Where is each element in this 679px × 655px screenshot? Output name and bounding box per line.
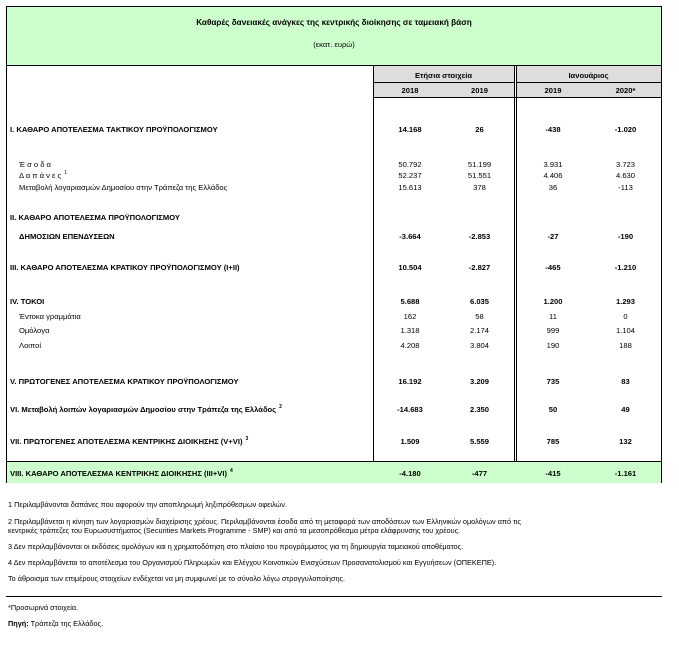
row-label-text: Λοιποί (19, 341, 42, 350)
col-divider-groups-a (514, 66, 515, 483)
row-value: 1.293 (615, 297, 635, 306)
row-value: 3.723 (615, 160, 635, 169)
footnote-marker: 3 (245, 436, 249, 443)
row-value: 0 (623, 312, 628, 321)
row-value: -190 (617, 232, 634, 241)
row-value: 51.551 (467, 171, 492, 180)
title-box (7, 7, 661, 66)
row-value: 49 (621, 405, 630, 414)
row-value: -465 (545, 263, 561, 272)
row-label-text: Έ σ ο δ α (19, 160, 51, 169)
row-value: -1.020 (614, 125, 637, 134)
row-label (19, 183, 227, 192)
row-label (10, 469, 233, 478)
row-label (19, 312, 81, 321)
row-label (10, 377, 239, 386)
row-value: 36 (548, 183, 558, 192)
row-label (10, 297, 44, 306)
row-value: -4.180 (399, 469, 421, 478)
row-label-text: IV. ΤΟΚΟΙ (10, 297, 45, 306)
table-title: Καθαρές δανειακές ανάγκες της κεντρικής διοίκησης σε ταμειακή βάση (196, 18, 472, 27)
table-frame (6, 6, 662, 483)
row-value: 785 (546, 437, 560, 446)
row-value: 16.192 (398, 377, 422, 386)
row-value: -113 (618, 183, 633, 192)
row-label (10, 213, 180, 222)
row-value: 2.350 (469, 405, 489, 414)
row-value: 735 (546, 377, 560, 386)
row-value: 132 (619, 437, 632, 446)
row-value: 1.318 (400, 326, 420, 335)
row-value: -2.853 (468, 232, 491, 241)
footnote-4: 4 Δεν περιλαμβάνεται το αποτέλεσμα του Οργανισμού Πληρωμών και Ελέγχου Κοινοτικών Ενισχύσεων Προσανατολισμού και Εγγυήσεων (ΟΠΕΚΕΠΕ). (8, 558, 497, 567)
row-value: 4.208 (400, 341, 420, 350)
row-value: 50 (548, 405, 558, 414)
row-value: 58 (475, 312, 484, 321)
row-label-text: ΔΗΜΟΣΙΩΝ ΕΠΕΝΔΥΣΕΩΝ (19, 232, 115, 241)
row-value: 190 (546, 341, 560, 350)
row-value: 1.509 (400, 437, 420, 446)
provisional-note: *Προσωρινά στοιχεία. (8, 603, 79, 612)
january-header-divider (516, 82, 661, 83)
rounding-note: Το άθροισμα των επιμέρους στοιχείων ενδέχεται να μη συμφωνεί με το σύνολο λόγω στρογγυλοποίησης. (8, 574, 346, 583)
header-year-jan-2019: 2019 (544, 86, 562, 95)
row-value: 1.200 (543, 297, 563, 306)
source-note (8, 619, 103, 628)
header-bottom-line (373, 97, 661, 98)
row-value: 162 (403, 312, 417, 321)
row-label (19, 160, 51, 169)
highlight-row-top-line (7, 461, 661, 462)
header-january: Ιανουάριος (568, 71, 609, 80)
row-value: 999 (546, 326, 560, 335)
row-label-text: Ομόλογα (19, 326, 50, 335)
row-value: 4.630 (615, 171, 635, 180)
row-value: 2.174 (469, 326, 489, 335)
row-value: -3.664 (399, 232, 421, 241)
row-value: -415 (545, 469, 561, 478)
row-label (10, 437, 248, 446)
row-value: 14.168 (398, 125, 422, 134)
row-label-text: VIII. ΚΑΘΑΡΟ ΑΠΟΤΕΛΕΣΜΑ ΚΕΝΤΡΙΚΗΣ ΔΙΟΙΚΗΣΗΣ (III+VI) (10, 469, 228, 478)
header-year-2018: 2018 (401, 86, 419, 95)
footnote-marker: 4 (230, 468, 233, 475)
row-label-text: III. ΚΑΘΑΡΟ ΑΠΟΤΕΛΕΣΜΑ ΚΡΑΤΙΚΟΥ ΠΡΟΫΠΟΛΟΓΙΣΜΟΥ (I+II) (10, 263, 240, 272)
row-value: 26 (475, 125, 484, 134)
row-value: 188 (619, 341, 632, 350)
row-label (10, 263, 240, 272)
row-value: -477 (471, 469, 488, 478)
row-label (10, 405, 282, 414)
footnote-1: 1 Περιλαμβάνονται δαπάνες που αφορούν την αποπληρωμή ληξιπρόθεσμων οφειλών. (8, 500, 287, 509)
row-label (19, 232, 115, 241)
row-label-text: Μεταβολή λογαριασμών Δημοσίου στην Τράπεζα της Ελλάδος (19, 183, 228, 192)
header-annual: Ετήσια στοιχεία (414, 71, 473, 80)
col-divider-label (373, 66, 374, 483)
row-value: -1.161 (614, 469, 637, 478)
row-value: -14.683 (397, 405, 423, 414)
row-label-text: I. ΚΑΘΑΡΟ ΑΠΟΤΕΛΕΣΜΑ ΤΑΚΤΙΚΟΥ ΠΡΟΫΠΟΛΟΓΙΣΜΟΥ (10, 125, 218, 134)
col-divider-groups-b (516, 66, 517, 483)
row-value: 52.237 (398, 171, 422, 180)
row-label (19, 341, 41, 350)
row-value: 3.931 (543, 160, 563, 169)
header-year-jan-2020: 2020* (615, 86, 636, 95)
source-label: Πηγή: (8, 619, 29, 628)
source-value: Τράπεζα της Ελλάδος. (28, 619, 104, 628)
row-value: 4.406 (543, 171, 563, 180)
row-label-text: Έντοκα γραμμάτια (19, 312, 81, 321)
header-year-2019: 2019 (471, 86, 488, 95)
row-label-text: VII. ΠΡΩΤΟΓΕΝΕΣ ΑΠΟΤΕΛΕΣΜΑ ΚΕΝΤΡΙΚΗΣ ΔΙΟΙΚΗΣΗΣ (V+VI) (10, 437, 243, 446)
row-value: -27 (547, 232, 559, 241)
footnote-3: 3 Δεν περιλαμβάνονται οι εκδόσεις ομολόγων και η χρηματοδότηση στο πλαίσιο του προγράμματος για τη δημιουργία ταμειακού αποθέματος. (8, 542, 464, 551)
notes-divider (6, 596, 662, 597)
row-value: 3.209 (469, 377, 489, 386)
row-label-text: Δ α π ά ν ε ς (19, 171, 62, 180)
footnote-2a: 2 Περιλαμβάνεται η κίνηση των λογαριασμών διαχείρισης χρέους. Περιλαμβάνονται έσοδα από τη μεταφορά των αποδόσεων των Ελληνικών ομολόγων από τις (8, 517, 522, 526)
row-label-text: II. ΚΑΘΑΡΟ ΑΠΟΤΕΛΕΣΜΑ ΠΡΟΫΠΟΛΟΓΙΣΜΟΥ (10, 213, 180, 222)
row-value: 5.688 (400, 297, 420, 306)
row-value: 11 (549, 312, 557, 321)
row-label (19, 326, 49, 335)
row-value: -1.210 (614, 263, 637, 272)
footnote-marker: 1 (64, 170, 67, 177)
row-value: -2.827 (468, 263, 491, 272)
row-value: 378 (473, 183, 486, 192)
row-value: 5.559 (469, 437, 489, 446)
row-value: 10.504 (398, 263, 422, 272)
annual-header-divider (373, 82, 514, 83)
row-value: 51.199 (467, 160, 492, 169)
row-value: -438 (545, 125, 561, 134)
row-label (10, 125, 218, 134)
table-subtitle: (εκατ. ευρώ) (313, 40, 355, 49)
row-value: 83 (621, 377, 630, 386)
row-label-text: VI. Μεταβολή λοιπών λογαριασμών Δημοσίου στην Τράπεζα της Ελλάδος (10, 405, 277, 414)
row-value: 1.104 (615, 326, 635, 335)
row-value: 15.613 (398, 183, 422, 192)
row-value: 6.035 (469, 297, 489, 306)
row-value: 3.804 (469, 341, 489, 350)
footnote-marker: 2 (279, 404, 282, 411)
row-label (19, 171, 67, 180)
footnote-2b: κεντρικές τράπεζες του Ευρωσυστήματος (Securities Markets Programme - SMP) και από τα μεσοπρόθεσμα μέτρα ελάφρυνσης του χρέους. (8, 526, 461, 535)
row-value: 50.792 (398, 160, 422, 169)
row-label-text: V. ΠΡΩΤΟΓΕΝΕΣ ΑΠΟΤΕΛΕΣΜΑ ΚΡΑΤΙΚΟΥ ΠΡΟΫΠΟΛΟΓΙΣΜΟΥ (10, 377, 239, 386)
